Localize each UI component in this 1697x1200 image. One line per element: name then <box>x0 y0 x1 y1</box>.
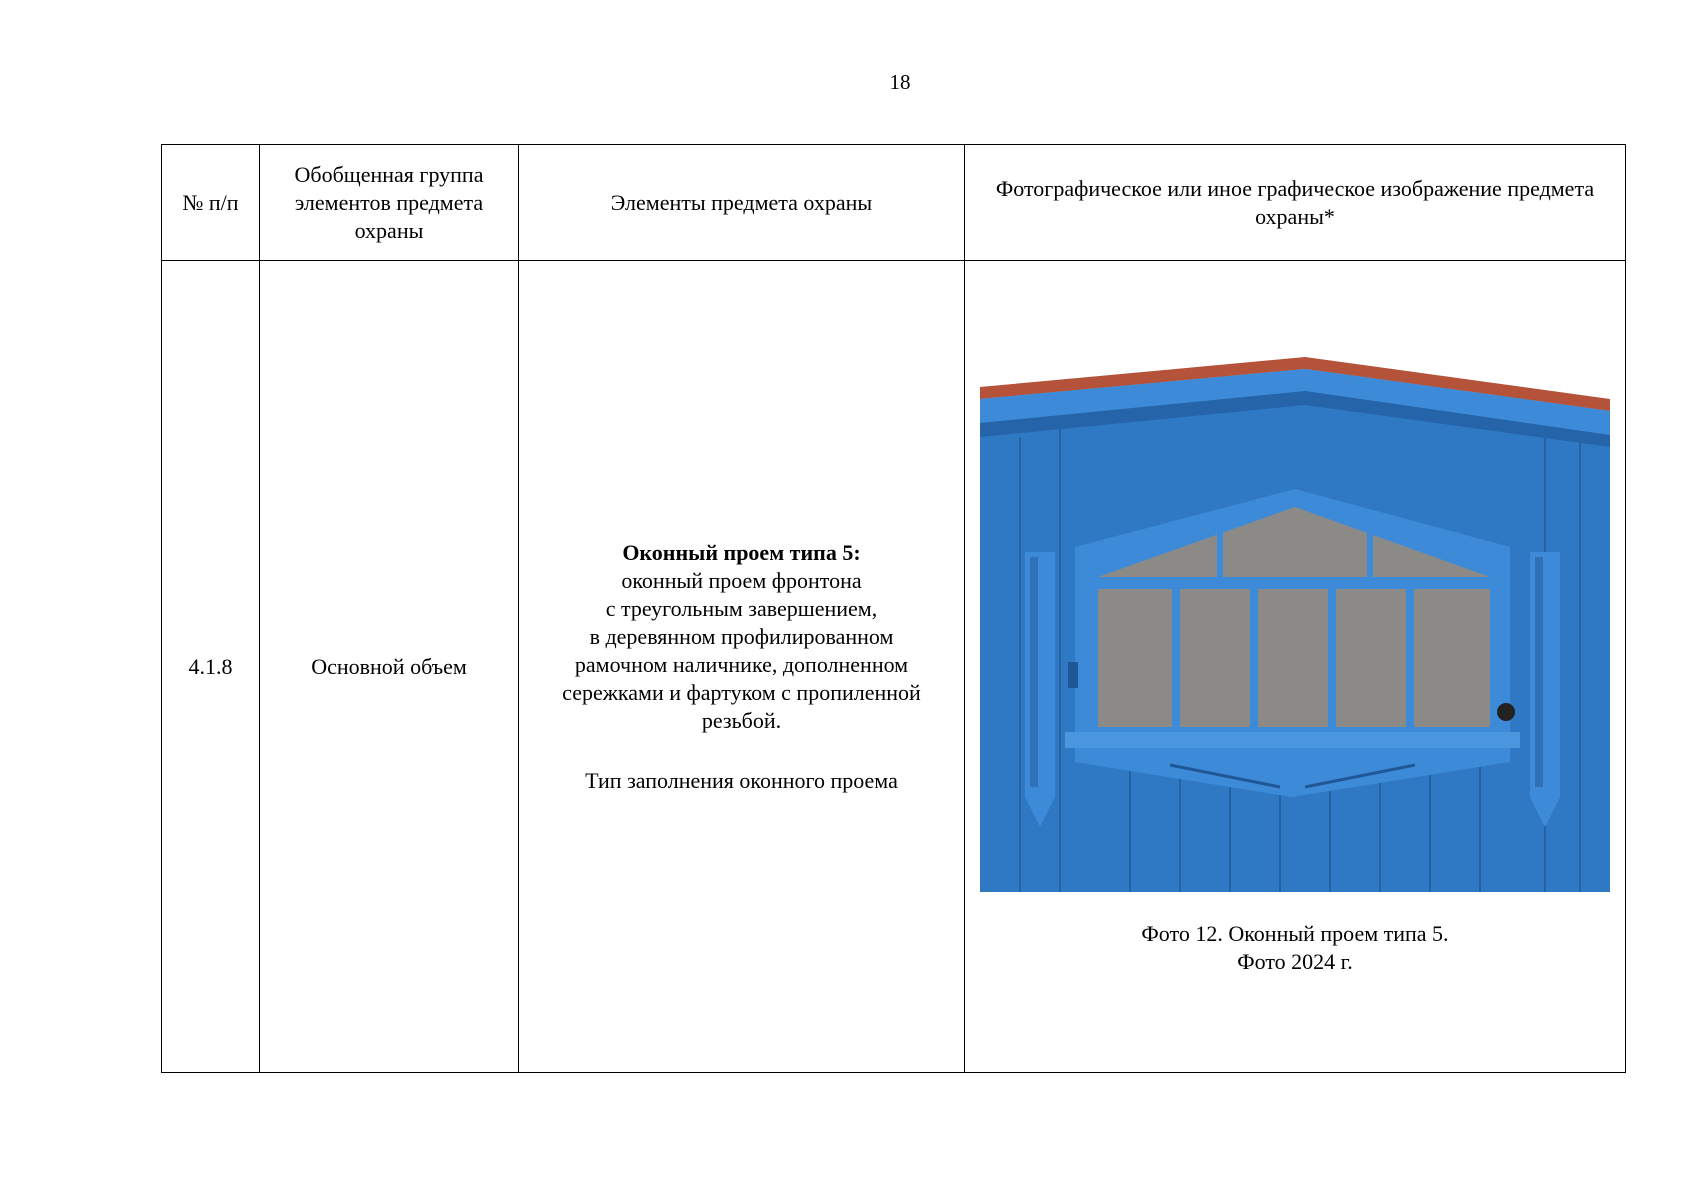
row-photo <box>965 261 1626 1073</box>
element-line: оконный проем фронтона <box>621 567 862 593</box>
header-group: Обобщенная группа элементов предмета охраны <box>260 145 519 261</box>
element-line: резьбой. <box>701 707 782 733</box>
element-title: Оконный проем типа 5: <box>622 539 861 565</box>
row-elements <box>519 261 965 1073</box>
header-number: № п/п <box>162 145 260 261</box>
element-line: с треугольным завершением, <box>605 595 878 621</box>
row-number: 4.1.8 <box>162 261 260 1073</box>
element-line: сережками и фартуком с пропиленной <box>562 679 921 705</box>
gable-window-photo <box>980 357 1610 892</box>
protection-table <box>161 144 1626 1073</box>
row-group: Основной объем <box>260 261 519 1073</box>
element-line: в деревянном профилированном <box>589 623 894 649</box>
table-header-row <box>162 145 1626 261</box>
element-line: рамочном наличнике, дополненном <box>574 651 909 677</box>
header-image: Фотографическое или иное графическое изображение предмета охраны* <box>965 145 1626 261</box>
header-elements: Элементы предмета охраны <box>519 145 965 261</box>
element-note: Тип заполнения оконного проема <box>585 767 898 793</box>
photo-caption-line: Фото 2024 г. <box>1237 949 1353 974</box>
page-number: 18 <box>889 70 911 94</box>
photo-container <box>980 357 1610 976</box>
table-row <box>162 261 1626 1073</box>
photo-caption <box>980 920 1610 976</box>
photo-caption-line: Фото 12. Оконный проем типа 5. <box>1141 921 1449 946</box>
